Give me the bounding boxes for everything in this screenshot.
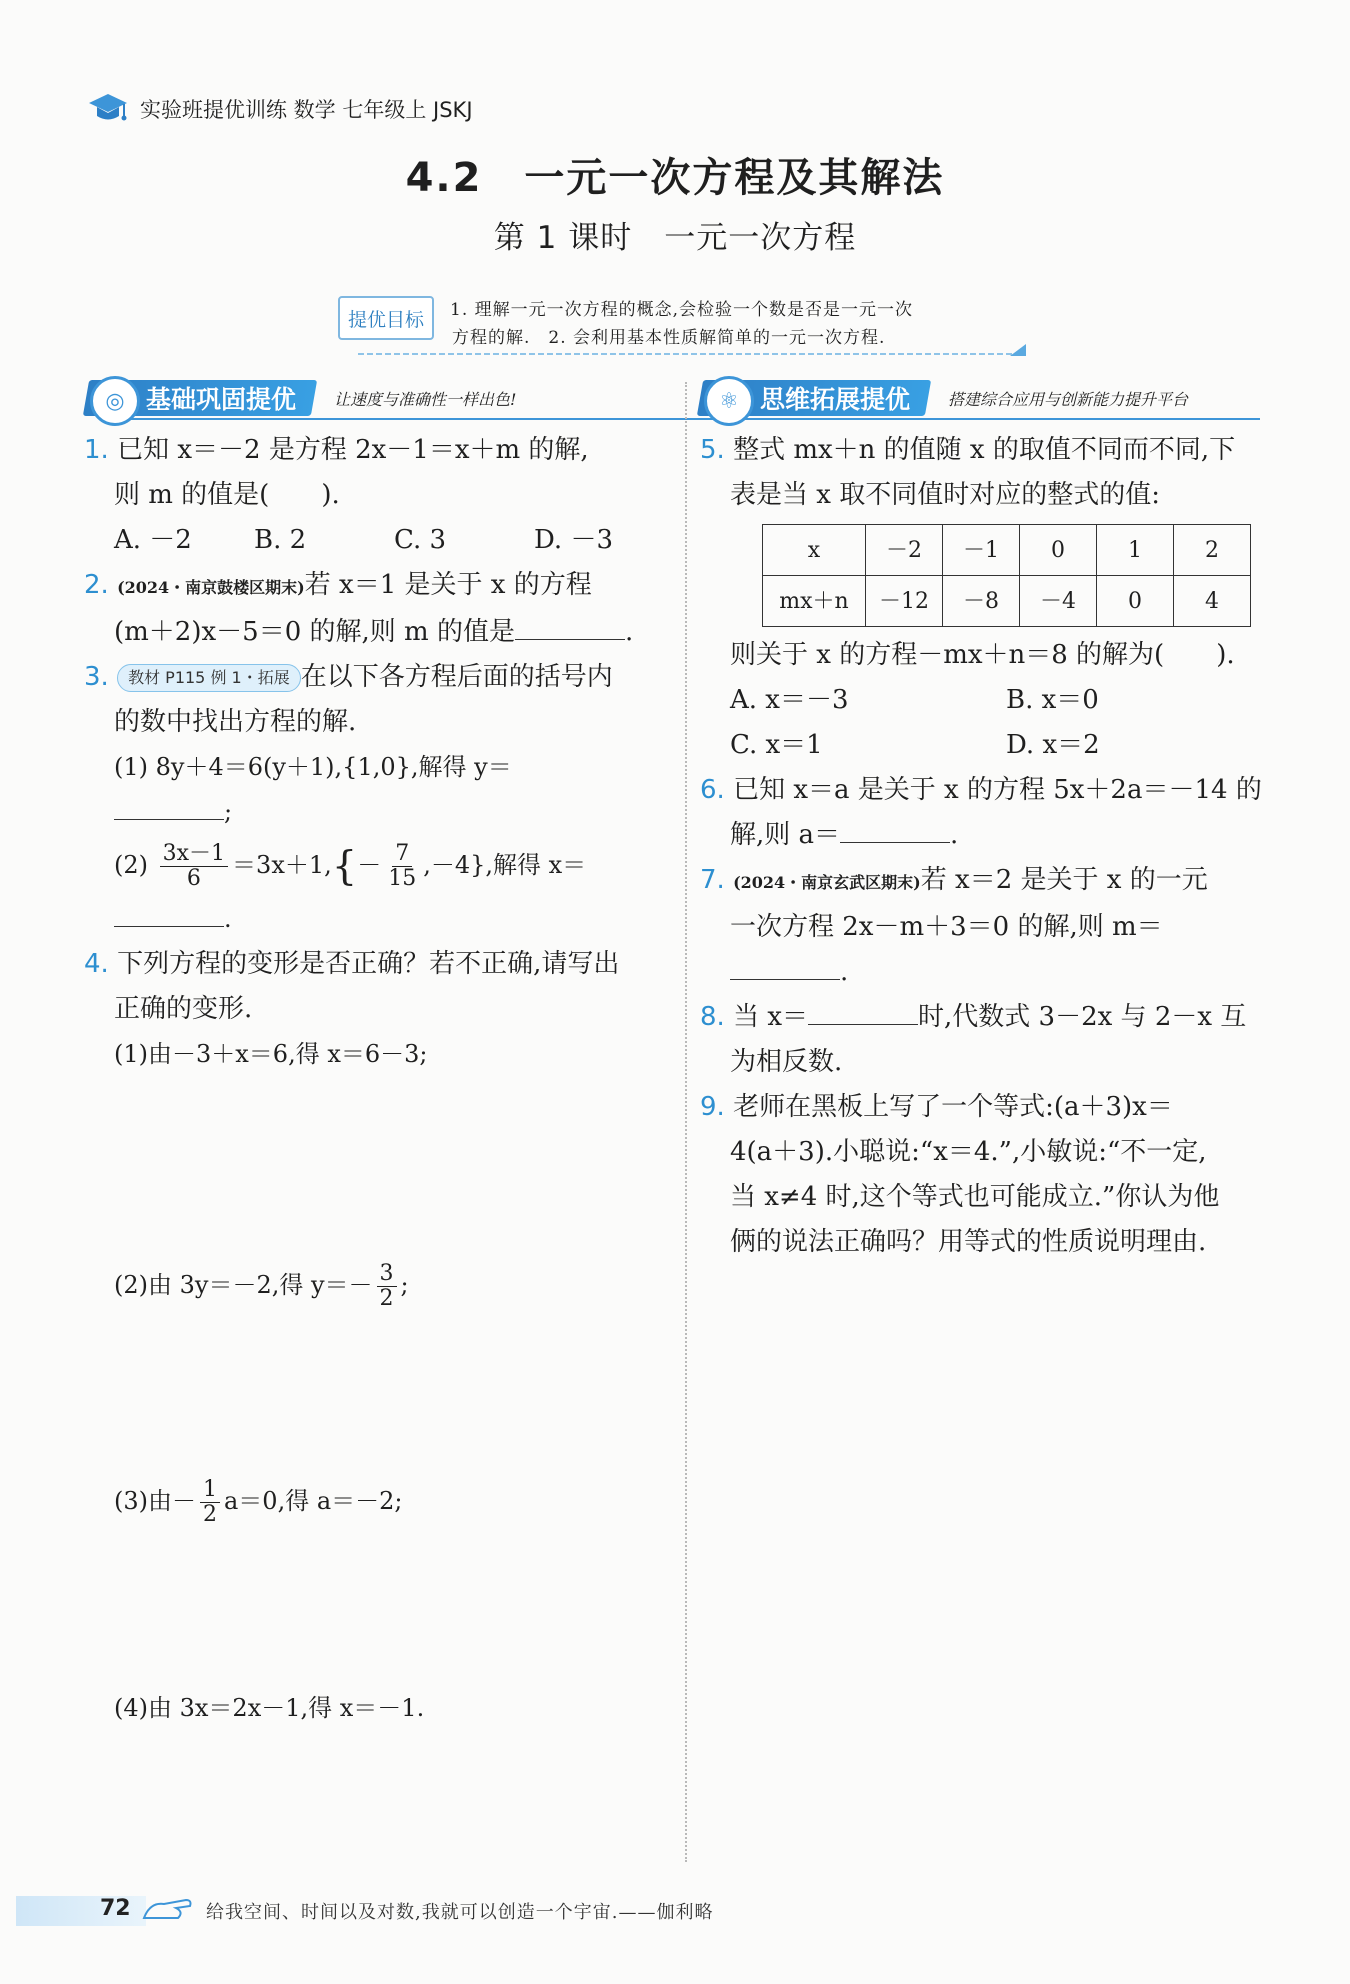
table-row [763, 576, 1251, 627]
equation-part: (2)由 3y＝－2,得 y＝－ [114, 1271, 373, 1299]
question-number: 1. [84, 435, 109, 465]
table-cell: 0 [1020, 525, 1097, 576]
graduation-cap-icon [88, 92, 128, 126]
question-6: 6. 已知 x＝a 是关于 x 的方程 5x＋2a＝－14 的 解,则 a＝ . [700, 775, 1262, 850]
question-source: (2024・南京鼓楼区期末) [117, 578, 305, 597]
running-header [88, 92, 473, 126]
section-banner-extend [700, 378, 1260, 418]
question-text: 解,则 a＝ [730, 820, 841, 850]
sub-question-2: (2)由 3y＝－2,得 y＝－ $\frac{3}{2}$ ; [114, 1261, 409, 1311]
pointing-hand-icon [140, 1888, 196, 1928]
section-banner-basic [86, 378, 631, 418]
question-number: 5. [700, 435, 725, 465]
question-8 [700, 995, 1300, 1085]
question-text: 已知 x＝a 是关于 x 的方程 5x＋2a＝－14 的 [733, 775, 1262, 805]
question-text: 4(a＋3).小聪说:“x＝4.”,小敏说:“不一定, [730, 1137, 1207, 1167]
answer-blank [730, 978, 840, 980]
numerator: 3 [377, 1262, 397, 1287]
learning-goals [338, 296, 1028, 358]
question-text: 在以下各方程后面的括号内 [300, 662, 613, 692]
numerator: 3x－1 [160, 842, 228, 867]
sub-question-2: (2) $\frac{3x-1}{6}$ ＝3x＋1,{－ $\frac{7}{15}$ ,－4},解得 x＝ [114, 841, 587, 891]
section-subtitle-basic: 让速度与准确性一样出色! [334, 389, 517, 409]
equation-part: ＝3x＋1, [232, 851, 332, 879]
question-text: 表是当 x 取不同值时对应的整式的值: [730, 480, 1160, 510]
fraction [377, 1262, 397, 1311]
table-cell: －12 [866, 576, 943, 627]
goal-underline [358, 344, 1030, 358]
option-d: D. x＝2 [1006, 730, 1100, 760]
option-a: A. －2 [114, 525, 192, 555]
page-title: 4.2 一元一次方程及其解法 [405, 155, 945, 201]
table-cell: mx＋n [763, 576, 866, 627]
question-text: 若 x＝1 是关于 x 的方程 [304, 570, 592, 600]
section-title-basic: 基础巩固提优 [146, 385, 297, 414]
page-number: 72 [100, 1896, 131, 1921]
section-title-extend: 思维拓展提优 [760, 385, 911, 414]
question-text: 时,代数式 3－2x 与 2－x 互 [918, 1002, 1247, 1032]
option-b: B. x＝0 [1006, 685, 1099, 715]
sub-label: (2) [114, 851, 148, 879]
question-text: 若 x＝2 是关于 x 的一元 [920, 865, 1208, 895]
question-text: (m＋2)x－5＝0 的解,则 m 的值是 [114, 617, 515, 647]
fraction [385, 842, 419, 891]
question-text: 正确的变形. [114, 993, 253, 1024]
option-c: C. x＝1 [730, 730, 823, 760]
option-a: A. x＝－3 [730, 685, 849, 715]
question-text: 一次方程 2x－m＋3＝0 的解,则 m＝ [730, 912, 1163, 942]
answer-blank [114, 925, 224, 927]
left-column [84, 428, 669, 1077]
sub-question-1: (1) 8y＋4＝6(y＋1),{1,0},解得 y＝ [114, 753, 512, 781]
question-number: 4. [84, 948, 109, 979]
equation-part: (3)由－ [114, 1487, 196, 1515]
sub-question-3 [114, 1478, 403, 1527]
question-7: 7. (2024・南京玄武区期末)若 x＝2 是关于 x 的一元 一次方程 2x－m＋3＝0 的解,则 m＝ . [700, 858, 1300, 995]
right-column [700, 428, 1300, 1265]
answer-blank [808, 1023, 918, 1025]
question-text: 俩的说法正确吗？用等式的性质说明理由. [730, 1227, 1207, 1257]
sub-question-4: (4)由 3x＝2x－1,得 x＝－1. [114, 1694, 425, 1722]
textbook-tag: 教材 P115 例 1・拓展 [117, 664, 301, 692]
question-text: 当 x≠4 时,这个等式也可能成立.”你认为他 [730, 1182, 1220, 1212]
question-text: 则 m 的值是( ). [114, 480, 340, 510]
question-source: (2024・南京玄武区期末) [733, 873, 921, 892]
question-text: 老师在黑板上写了一个等式:(a＋3)x＝ [733, 1092, 1173, 1122]
table-cell: 2 [1174, 525, 1251, 576]
question-number: 3. [84, 662, 109, 692]
value-table [762, 524, 1251, 627]
question-text: 下列方程的变形是否正确？若不正确,请写出 [117, 948, 620, 979]
question-text: 的数中找出方程的解. [114, 707, 357, 737]
question-3: 3. 教材 P115 例 1・拓展 在以下各方程后面的括号内 的数中找出方程的解. (1) 8y＋4＝6(y＋1),{1,0},解得 y＝ ; (2) $\frac{3x-1}{6}$ ＝3x＋1,{－ $\frac{7}{15}$ ,－4},解得 x＝ . [84, 655, 669, 942]
denominator: 15 [388, 866, 417, 891]
option-d: D. －3 [534, 525, 613, 555]
equation-part: a＝0,得 a＝－2; [224, 1487, 403, 1515]
footer-quote: 给我空间、时间以及对数,我就可以创造一个宇宙.——伽利略 [206, 1902, 714, 1923]
table-cell: 1 [1097, 525, 1174, 576]
column-divider [685, 382, 687, 1862]
question-number: 8. [700, 1002, 725, 1032]
table-cell: x [763, 525, 866, 576]
numerator: 7 [392, 842, 412, 867]
answer-blank [114, 818, 224, 820]
sub-question-1: (1)由－3＋x＝6,得 x＝6－3; [114, 1039, 428, 1068]
target-icon: ◎ [90, 376, 140, 426]
set-rest: ,－4} [423, 851, 486, 879]
denominator: 6 [186, 866, 201, 891]
goal-line-2: 方程的解. 2. 会利用基本性质解简单的一元一次方程. [452, 328, 886, 348]
banner-rule [740, 418, 1260, 420]
lesson-title: 第 1 课时 一元一次方程 [493, 220, 857, 256]
answer-blank [515, 638, 625, 640]
goal-line-1: 1. 理解一元一次方程的概念,会检验一个数是否是一元一次 [450, 300, 914, 320]
fraction [200, 1478, 220, 1527]
question-9 [700, 1085, 1300, 1265]
fraction [160, 842, 228, 891]
page-footer [16, 1888, 1346, 1928]
numerator: 1 [200, 1478, 220, 1503]
banner-rule [126, 418, 716, 420]
question-text: 为相反数. [730, 1047, 843, 1077]
table-cell: －8 [943, 576, 1020, 627]
question-1 [84, 428, 669, 563]
question-text: 已知 x＝－2 是方程 2x－1＝x＋m 的解, [117, 435, 589, 465]
question-text: 当 x＝ [733, 1002, 809, 1032]
option-b: B. 2 [254, 525, 307, 555]
series-title: 实验班提优训练 数学 七年级上 JSKJ [140, 98, 473, 122]
denominator: 2 [379, 1286, 394, 1311]
question-number: 9. [700, 1092, 725, 1122]
question-5 [700, 428, 1300, 768]
table-row [763, 525, 1251, 576]
table-cell: －1 [943, 525, 1020, 576]
section-subtitle-extend: 搭建综合应用与创新能力提升平台 [948, 389, 1189, 409]
denominator: 2 [203, 1502, 217, 1527]
goal-label: 提优目标 [338, 296, 434, 340]
equation-part: ,解得 x＝ [485, 851, 587, 879]
atom-icon: ⚛ [704, 376, 754, 426]
question-number: 7. [700, 865, 725, 895]
question-text: 则关于 x 的方程－mx＋n＝8 的解为( ). [730, 640, 1235, 670]
question-number: 2. [84, 570, 109, 600]
table-cell: 4 [1174, 576, 1251, 627]
table-cell: 0 [1097, 576, 1174, 627]
question-number: 6. [700, 775, 725, 805]
table-cell: －2 [866, 525, 943, 576]
question-text: 整式 mx＋n 的值随 x 的取值不同而不同,下 [733, 435, 1236, 465]
question-4 [84, 942, 669, 1077]
table-cell: －4 [1020, 576, 1097, 627]
option-c: C. 3 [394, 525, 447, 555]
answer-blank [840, 841, 950, 843]
question-2: 2. (2024・南京鼓楼区期末)若 x＝1 是关于 x 的方程 (m＋2)x－5＝0 的解,则 m 的值是 . [84, 570, 634, 647]
